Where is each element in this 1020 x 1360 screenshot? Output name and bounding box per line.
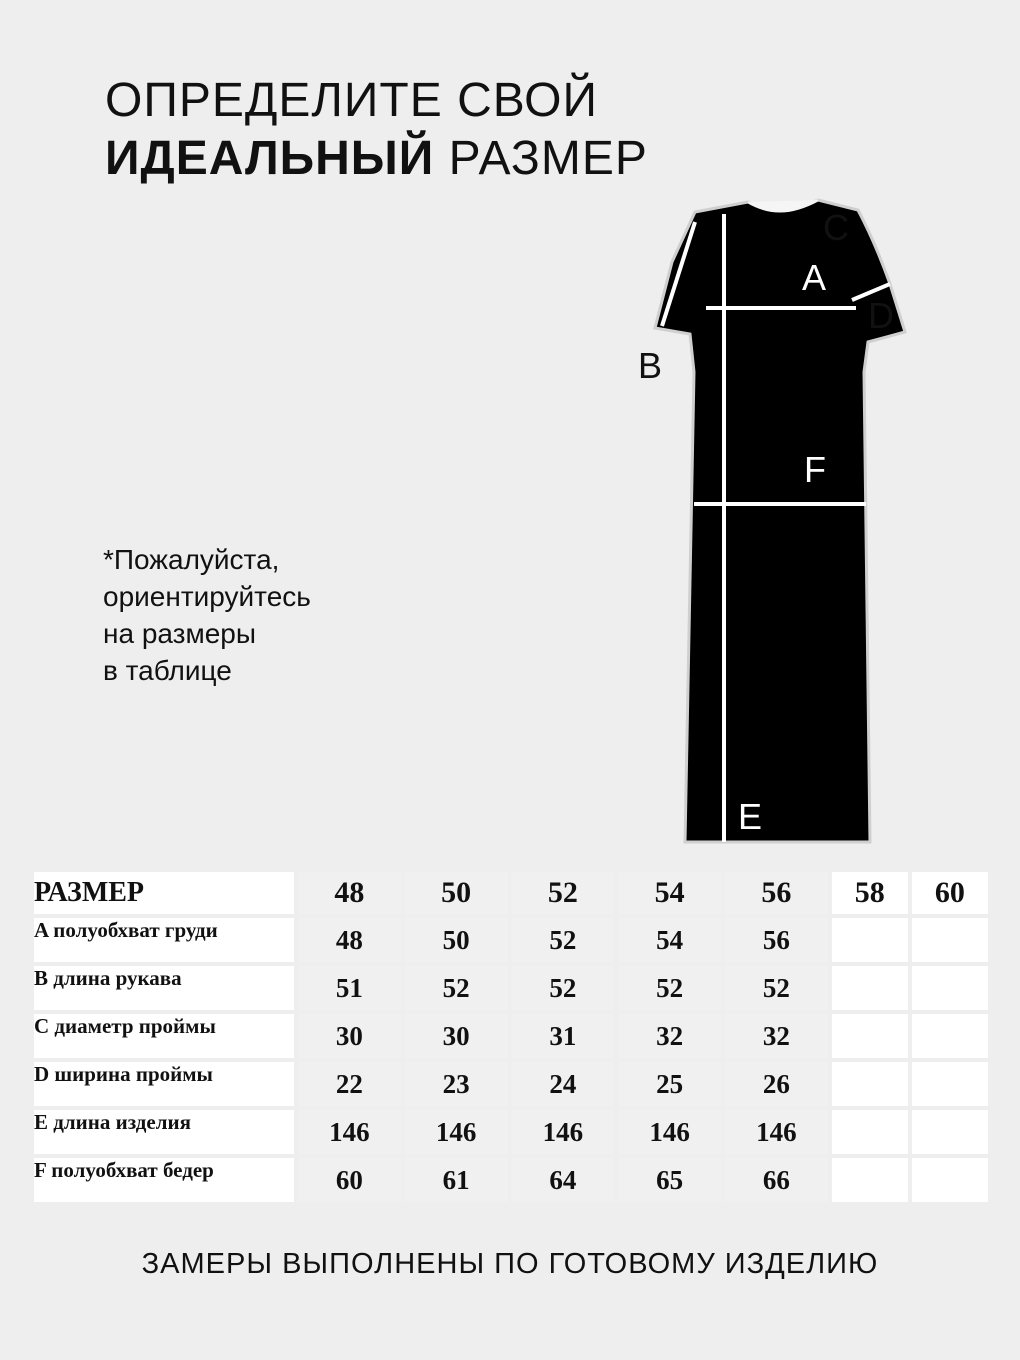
cell: 51 bbox=[298, 966, 401, 1010]
title-rest: РАЗМЕР bbox=[434, 132, 648, 185]
cell bbox=[832, 1014, 908, 1058]
cell bbox=[832, 966, 908, 1010]
cell: 56 bbox=[725, 918, 828, 962]
cell: 52 bbox=[512, 918, 615, 962]
header-size: 52 bbox=[512, 872, 615, 914]
cell bbox=[832, 1062, 908, 1106]
label-b: B bbox=[638, 345, 663, 386]
cell: 23 bbox=[405, 1062, 508, 1106]
note-line: в таблице bbox=[103, 655, 232, 686]
label-e: E bbox=[738, 796, 763, 837]
cell: 54 bbox=[618, 918, 721, 962]
note-line: ориентируйтесь bbox=[103, 581, 311, 612]
cell: 52 bbox=[725, 966, 828, 1010]
cell: 32 bbox=[725, 1014, 828, 1058]
cell bbox=[832, 1158, 908, 1202]
row-label: F полуобхват бедер bbox=[34, 1158, 294, 1202]
table-row bbox=[34, 1158, 988, 1202]
cell bbox=[912, 918, 988, 962]
cell bbox=[912, 1062, 988, 1106]
cell: 64 bbox=[512, 1158, 615, 1202]
title-bold-word: ИДЕАЛЬНЫЙ bbox=[105, 132, 435, 185]
cell: 146 bbox=[512, 1110, 615, 1154]
cell: 48 bbox=[298, 918, 401, 962]
cell: 26 bbox=[725, 1062, 828, 1106]
cell: 61 bbox=[405, 1158, 508, 1202]
cell: 52 bbox=[512, 966, 615, 1010]
table-row bbox=[34, 966, 988, 1010]
cell: 22 bbox=[298, 1062, 401, 1106]
title-line-1: ОПРЕДЕЛИТЕ СВОЙ bbox=[105, 74, 598, 127]
cell bbox=[832, 1110, 908, 1154]
table-row bbox=[34, 1014, 988, 1058]
size-note bbox=[103, 541, 311, 689]
note-line: *Пожалуйста, bbox=[103, 544, 280, 575]
row-label: A полуобхват груди bbox=[34, 918, 294, 962]
table-row bbox=[34, 1062, 988, 1106]
label-a: A bbox=[802, 257, 827, 298]
cell bbox=[912, 1014, 988, 1058]
table-row bbox=[34, 918, 988, 962]
header-size: 56 bbox=[725, 872, 828, 914]
cell: 32 bbox=[618, 1014, 721, 1058]
cell: 25 bbox=[618, 1062, 721, 1106]
row-label: B длина рукава bbox=[34, 966, 294, 1010]
size-table bbox=[30, 868, 992, 1206]
note-line: на размеры bbox=[103, 618, 257, 649]
row-label: C диаметр проймы bbox=[34, 1014, 294, 1058]
label-c: C bbox=[823, 207, 849, 248]
label-f: F bbox=[804, 449, 826, 490]
title-line-2 bbox=[105, 130, 648, 188]
header-size: 48 bbox=[298, 872, 401, 914]
cell bbox=[912, 1110, 988, 1154]
header-size: 54 bbox=[618, 872, 721, 914]
cell: 146 bbox=[405, 1110, 508, 1154]
table-row bbox=[34, 1110, 988, 1154]
cell: 52 bbox=[405, 966, 508, 1010]
cell: 30 bbox=[405, 1014, 508, 1058]
header-label: РАЗМЕР bbox=[34, 872, 294, 914]
cell: 31 bbox=[512, 1014, 615, 1058]
dress-diagram bbox=[630, 192, 920, 852]
row-label: D ширина проймы bbox=[34, 1062, 294, 1106]
header-size: 50 bbox=[405, 872, 508, 914]
cell: 146 bbox=[618, 1110, 721, 1154]
cell: 146 bbox=[298, 1110, 401, 1154]
cell: 52 bbox=[618, 966, 721, 1010]
table-header-row bbox=[34, 872, 988, 914]
cell: 50 bbox=[405, 918, 508, 962]
cell: 65 bbox=[618, 1158, 721, 1202]
cell bbox=[912, 966, 988, 1010]
cell: 24 bbox=[512, 1062, 615, 1106]
cell: 66 bbox=[725, 1158, 828, 1202]
cell: 146 bbox=[725, 1110, 828, 1154]
page-title bbox=[105, 72, 648, 188]
cell: 30 bbox=[298, 1014, 401, 1058]
footer-note: ЗАМЕРЫ ВЫПОЛНЕНЫ ПО ГОТОВОМУ ИЗДЕЛИЮ bbox=[141, 1248, 879, 1280]
label-d: D bbox=[868, 295, 894, 336]
cell bbox=[912, 1158, 988, 1202]
header-size: 60 bbox=[912, 872, 988, 914]
cell: 60 bbox=[298, 1158, 401, 1202]
row-label: E длина изделия bbox=[34, 1110, 294, 1154]
header-size: 58 bbox=[832, 872, 908, 914]
cell bbox=[832, 918, 908, 962]
